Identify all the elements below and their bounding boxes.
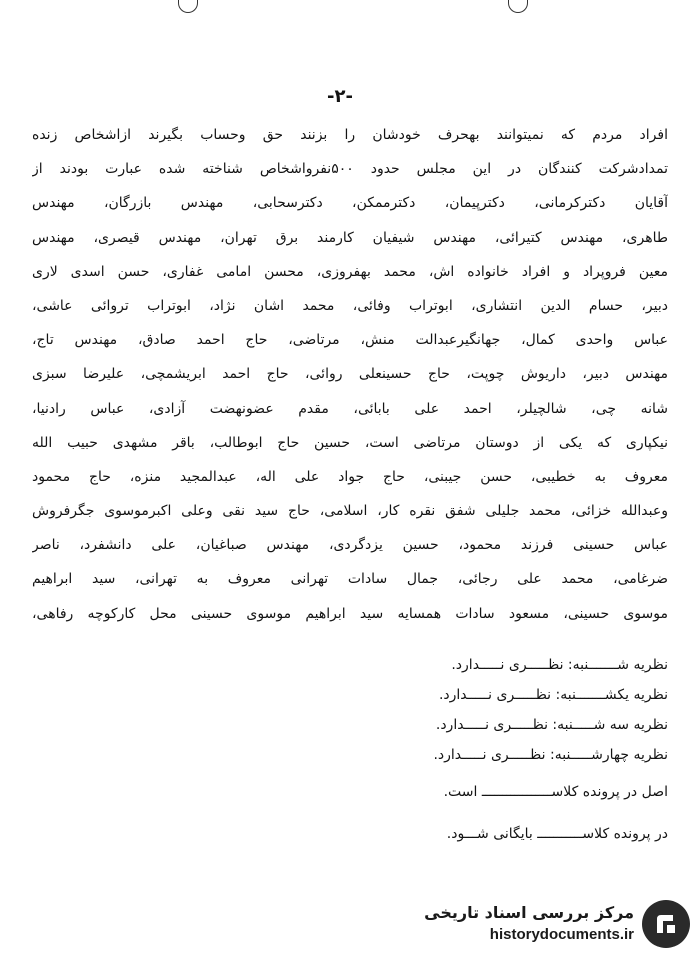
watermark (400, 895, 690, 953)
body-line: شانه چی، شالچیلر، احمد علی بابائی، مقدم عضونهضت آزادی، عباس رادنیا، (32, 400, 668, 417)
hole-punch-mark (508, 0, 528, 13)
body-line: معروف به خطیبی، حسن جیبنی، حاج جواد علی اله، عبدالمجید منزه، حاج محمود (32, 468, 668, 485)
watermark-title: مرکز بررسی اسناد تاریخی (424, 903, 634, 922)
body-line: مهندس دبیر، داریوش چوپت، حاج حسینعلی روائی، حاج احمد ابریشمچی، علیرضا سبزی (32, 366, 668, 383)
document-body (32, 118, 668, 631)
body-line: موسوی حسینی، مسعود سادات همسایه سید ابراهیم موسوی حسینی محل کارکوچه رفاهی، (32, 605, 668, 622)
body-line: طاهری، مهندس کتیرائی، مهندس شیفیان کارمند برق تهران، مهندس قیصری، مهندس (32, 229, 668, 246)
opinion-line: نظریه یکشـــــــنبه: نظـــــری نـــــدارد. (438, 687, 668, 703)
body-line: تمدادشرکت کنندگان در این مجلس حدود ۵۰۰نفرواشخاص شناخته شده عبارت بودند از (32, 161, 668, 178)
page-number: -۲- (327, 86, 353, 107)
body-line: دبیر، حسام الدین انتشاری، ابوتراب وفائی، محمد اشان نژاد، ابوتراب تروائی عاشی، (32, 297, 668, 314)
body-line: وعبدالله خزائی، محمد جلیلی شفق نقره کار، اسلامی، حاج سید نقی وعلی اکبرموسوی جگرفروش (32, 503, 668, 520)
body-line: افراد مردم که نمیتوانند بهحرف خودشان را بزنند حق وحساب بگیرند ازاشخاص زنده (32, 127, 668, 143)
archive-logo-icon (642, 900, 690, 948)
watermark-url: historydocuments.ir (489, 926, 634, 943)
opinion-line: نظریه چهارشـــــنبه: نظـــــری نـــــدارد. (433, 747, 668, 763)
hole-punch-mark (178, 0, 198, 13)
conclusion-original-line: اصل در پرونده کلاســـــــــــــــــ است. (443, 784, 668, 800)
opinion-line: نظریه شـــــــنبه: نظـــــری نـــــدارد. (451, 657, 668, 673)
body-line: نیکپاری که یکی از دوستان مرتاضی است، حسین حاج ابوطالب، باقر مشهدی حبیب الله (32, 434, 668, 451)
body-line: معین فروپراد و افراد خانواده اش، محمد بهفروزی، محسن امامی غفاری، حسن اسدی لاری (32, 263, 668, 280)
conclusion-copy-line: در پرونده کلاســـــــــــ بایگانی شـــود. (446, 826, 668, 842)
body-line: عباس واحدی کمال، جهانگیرعبدالت منش، مرتاضی، حاج احمد صادق، مهندس تاج، (32, 332, 668, 349)
body-line: ضرغامی، محمد علی رجائی، جمال سادات تهرانی معروف به تهرانی، سید ابراهیم (32, 571, 668, 588)
opinion-line: نظریه سه شـــــنبه: نظـــــری نـــــدارد. (435, 717, 668, 733)
body-line: عباس حسینی فرزند محمود، حسین یزدگردی، مهندس صباغیان، علی دانشفرد، ناصر (32, 537, 668, 554)
body-line: آقایان دکترکرمانی، دکترپیمان، دکترممکن، دکترسحابی، مهندس بازرگان، مهندس (32, 195, 668, 212)
opinions-block (248, 650, 668, 770)
